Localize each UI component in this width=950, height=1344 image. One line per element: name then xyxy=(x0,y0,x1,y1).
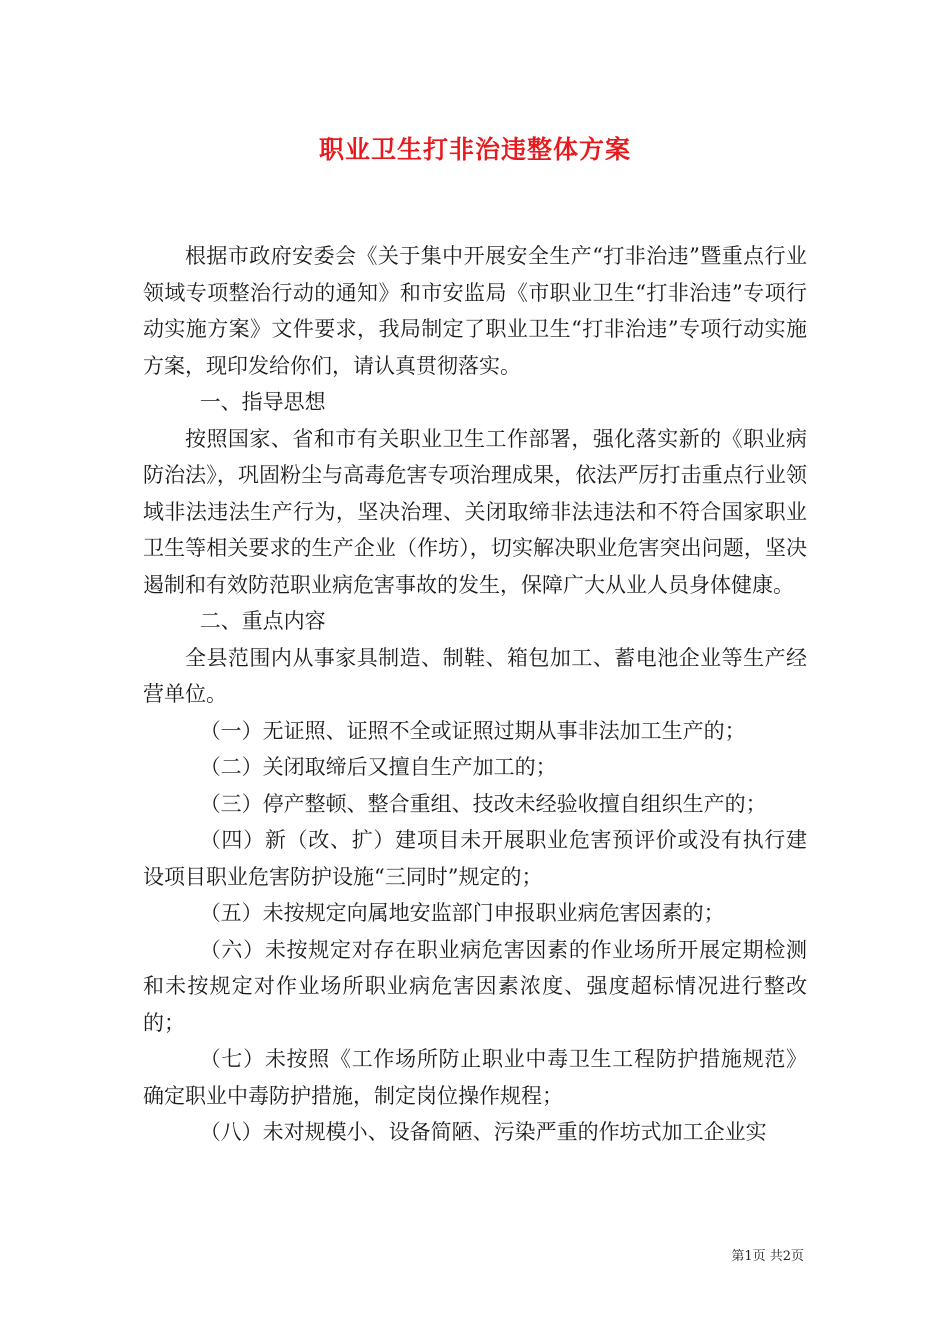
guiding-ideology-paragraph: 按照国家、省和市有关职业卫生工作部署，强化落实新的《职业病防治法》，巩固粉尘与高毒危害专项治理成果，依法严厉打击重点行业领域非法违法生产行为，坚决治理、关闭取缔非法违法和不符合国家职业卫生等相关要求的生产企业（作坊），切实解决职业危害突出问题，坚决遏制和有效防范职业病危害事故的发生，保障广大从业人员身体健康。 xyxy=(143,426,807,597)
list-item: （八）未对规模小、设备简陋、污染严重的作坊式加工企业实 xyxy=(199,1120,767,1144)
list-item: （四）新（改、扩）建项目未开展职业危害预评价或没有执行建设项目职业危害防护设施“三同时”规定的； xyxy=(143,828,807,889)
document-body xyxy=(143,238,807,1151)
section-heading-key-content: 二、重点内容 xyxy=(199,609,326,633)
list-item: （六）未按规定对存在职业病危害因素的作业场所开展定期检测和未按规定对作业场所职业病危害因素浓度、强度超标情况进行整改的； xyxy=(143,937,807,1035)
key-content-paragraph: 全县范围内从事家具制造、制鞋、箱包加工、蓄电池企业等生产经营单位。 xyxy=(143,645,807,706)
page-number: 第1页 共2页 xyxy=(731,1249,804,1264)
list-item: （二）关闭取缔后又擅自生产加工的； xyxy=(199,755,557,779)
section-heading-guiding-ideology: 一、指导思想 xyxy=(199,390,326,414)
intro-paragraph: 根据市政府安委会《关于集中开展安全生产“打非治违”暨重点行业领域专项整治行动的通知》和市安监局《市职业卫生“打非治违”专项行动实施方案》文件要求，我局制定了职业卫生“打非治违”专项行动实施方案，现印发给你们，请认真贯彻落实。 xyxy=(143,244,807,378)
list-item: （五）未按规定向属地安监部门申报职业病危害因素的； xyxy=(199,901,725,925)
list-item: （七）未按照《工作场所防止职业中毒卫生工程防护措施规范》确定职业中毒防护措施，制定岗位操作规程； xyxy=(143,1047,807,1108)
list-item: （三）停产整顿、整合重组、技改未经验收擅自组织生产的； xyxy=(199,791,767,816)
list-item: （一）无证照、证照不全或证照过期从事非法加工生产的； xyxy=(199,718,746,743)
document-title: 职业卫生打非治违整体方案 xyxy=(318,135,631,164)
